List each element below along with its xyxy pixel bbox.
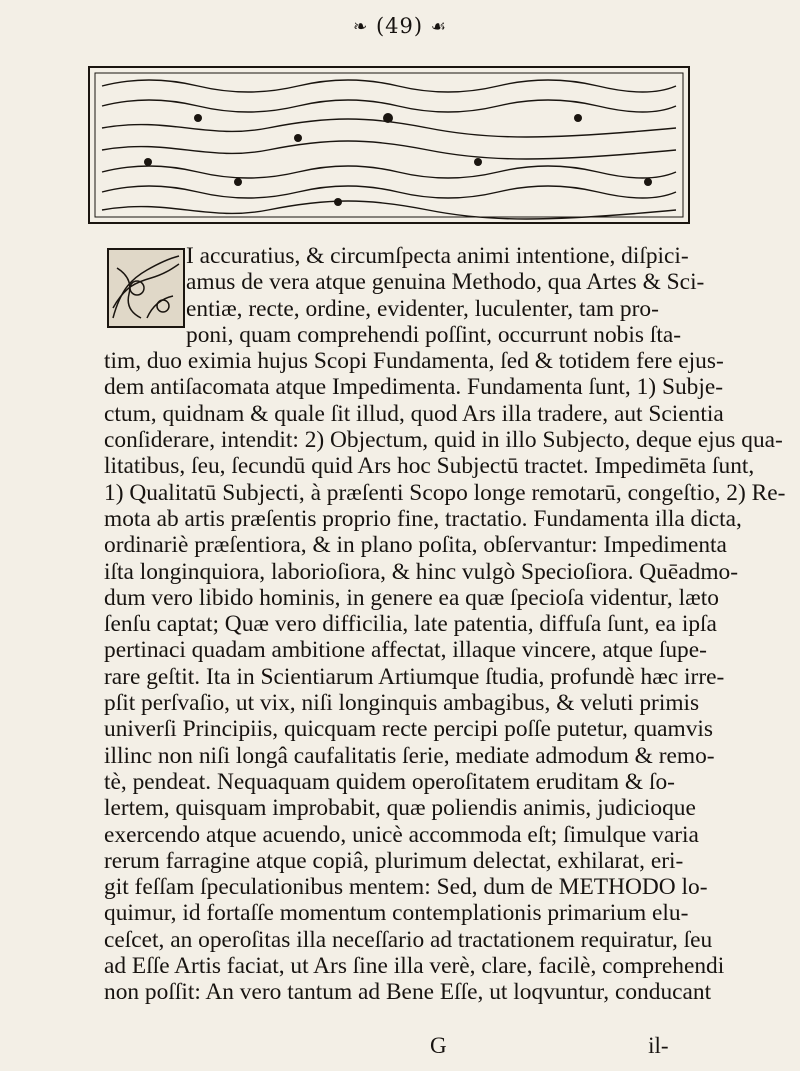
text-line: entiæ, recte, ordine, evidenter, luculenter, tam pro- bbox=[186, 295, 659, 322]
text-line: dum vero libido hominis, in genere ea quæ ſpecioſa videntur, læto bbox=[104, 584, 719, 611]
text-line: iſta longinquiora, laborioſiora, & hinc vulgò Specioſiora. Quēadmo- bbox=[104, 558, 739, 585]
text-line: conſiderare, intendit: 2) Objectum, quid in illo Subjecto, deque ejus qua- bbox=[104, 427, 783, 454]
text-line: illinc non niſi longâ caufalitatis ſerie, mediate admodum & remo- bbox=[104, 742, 715, 769]
text-line: litatibus, ſeu, ſecundū quid Ars hoc Subjectū tractet. Impedimēta ſunt, bbox=[104, 453, 755, 480]
text-line: ctum, quidnam & quale ſit illud, quod Ars illa tradere, aut Scientia bbox=[104, 400, 724, 427]
text-line: 1) Qualitatū Subjecti, à præſenti Scopo longe remotarū, congeſtio, 2) Re- bbox=[104, 479, 786, 506]
catchline bbox=[430, 1033, 669, 1059]
text-line: git feſſam ſpeculationibus mentem: Sed, dum de METHODO lo- bbox=[104, 874, 708, 901]
text-line: amus de vera atque genuina Methodo, qua Artes & Sci- bbox=[186, 269, 705, 296]
text-line: tè, pendeat. Nequaquam quidem operoſitatem eruditam & ſo- bbox=[104, 768, 675, 795]
catchword: il- bbox=[648, 1033, 669, 1058]
text-line: tim, duo eximia hujus Scopi Fundamenta, ſed & totidem fere ejus- bbox=[104, 348, 724, 375]
text-line: ordinariè præſentiora, & in plano poſita, obſervantur: Impedimenta bbox=[104, 532, 727, 559]
text-line: exercendo atque acuendo, unicè accommoda eſt; ſimulque varia bbox=[104, 821, 699, 848]
decorative-headpiece bbox=[88, 66, 690, 224]
text-line: quimur, id fortaſſe momentum contemplationis primarium elu- bbox=[104, 900, 689, 927]
left-ornament-icon: ❧ bbox=[353, 17, 369, 37]
text-line: ſenſu captat; Quæ vero difficilia, late patentia, diffuſa ſunt, ea ipſa bbox=[104, 611, 717, 638]
text-line: pſit perſvaſio, ut vix, niſi longinquis ambagibus, & veluti primis bbox=[104, 690, 700, 717]
text-line: lertem, quisquam improbabit, quæ poliendis animis, judicioque bbox=[104, 795, 696, 822]
page-number-label: (49) bbox=[375, 14, 424, 38]
text-line: ceſcet, an operoſitas illa neceſſario ad tractationem requiratur, ſeu bbox=[104, 926, 713, 953]
text-line: ad Eſſe Artis faciat, ut Ars ſine illa verè, clare, facilè, comprehendi bbox=[104, 953, 725, 980]
text-line: dem antiſacomata atque Impedimenta. Fundamenta ſunt, 1) Subje- bbox=[104, 374, 724, 401]
body-text bbox=[104, 243, 786, 1006]
signature-mark: G bbox=[430, 1033, 447, 1058]
page-number bbox=[0, 14, 800, 38]
text-line: non poſſit: An vero tantum ad Bene Eſſe, ut loqvuntur, conducant bbox=[104, 979, 712, 1006]
text-line: rare geſtit. Ita in Scientiarum Artiumque ſtudia, profundè hæc irre- bbox=[104, 663, 725, 690]
right-ornament-icon: ☙ bbox=[430, 17, 447, 37]
text-line: rerum farragine atque copiâ, plurimum delectat, exhilarat, eri- bbox=[104, 847, 684, 874]
text-line: pertinaci quadam ambitione affectat, illaque vincere, atque ſupe- bbox=[104, 637, 707, 664]
text-line: poni, quam comprehendi poſſint, occurrunt nobis ſta- bbox=[186, 321, 681, 348]
text-line: univerſi Principiis, quicquam recte percipi poſſe putetur, quamvis bbox=[104, 716, 714, 743]
text-line: mota ab artis præſentis proprio fine, tractatio. Fundamenta illa dicta, bbox=[104, 505, 742, 532]
text-line: I accuratius, & circumſpecta animi intentione, diſpici- bbox=[186, 243, 689, 269]
